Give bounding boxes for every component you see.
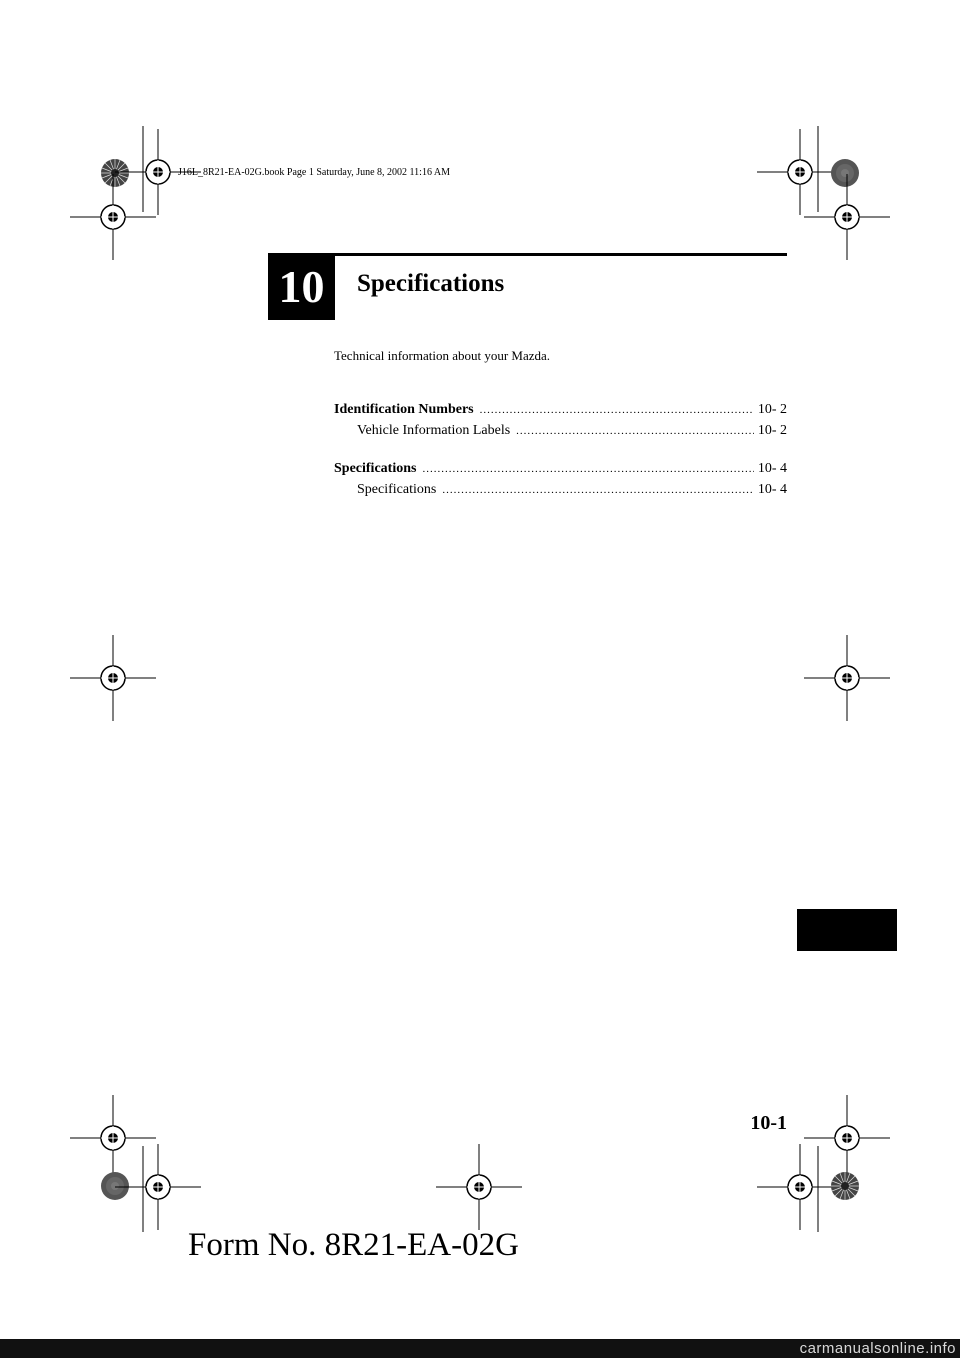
toc-leader-dots bbox=[422, 463, 753, 475]
toc-entry-label: Specifications bbox=[357, 482, 437, 497]
watermark-bar bbox=[0, 1339, 960, 1358]
chapter-number: 10 bbox=[268, 253, 335, 320]
book-header: J16L_8R21-EA-02G.book Page 1 Saturday, June 8, 2002 11:16 AM bbox=[178, 167, 451, 178]
watermark-text: carmanualsonline.info bbox=[799, 1340, 956, 1357]
toc-entry-vehicle-information-labels[interactable] bbox=[357, 423, 787, 439]
toc-entry-label: Vehicle Information Labels bbox=[357, 423, 511, 438]
toc-entry-specifications-sub[interactable] bbox=[357, 482, 787, 498]
chapter-thumb-tab bbox=[797, 909, 897, 951]
toc-entry-label: Specifications bbox=[334, 461, 417, 476]
form-number: Form No. 8R21-EA-02G bbox=[188, 1227, 519, 1263]
toc-entry-page: 10- 2 bbox=[757, 402, 787, 417]
chapter-rule bbox=[335, 253, 787, 256]
chapter-title: Specifications bbox=[357, 270, 505, 297]
toc-leader-dots bbox=[442, 484, 754, 496]
toc-entry-specifications[interactable] bbox=[334, 461, 787, 477]
toc-leader-dots bbox=[480, 404, 754, 416]
toc-entry-page: 10- 2 bbox=[757, 423, 787, 438]
toc-entry-page: 10- 4 bbox=[757, 482, 787, 497]
toc-entry-label: Identification Numbers bbox=[334, 402, 474, 417]
chapter-intro: Technical information about your Mazda. bbox=[334, 348, 551, 363]
page-number: 10-1 bbox=[750, 1112, 787, 1134]
toc-leader-dots bbox=[516, 425, 754, 437]
toc-entry-identification-numbers[interactable] bbox=[334, 402, 787, 418]
toc-entry-page: 10- 4 bbox=[757, 461, 787, 476]
